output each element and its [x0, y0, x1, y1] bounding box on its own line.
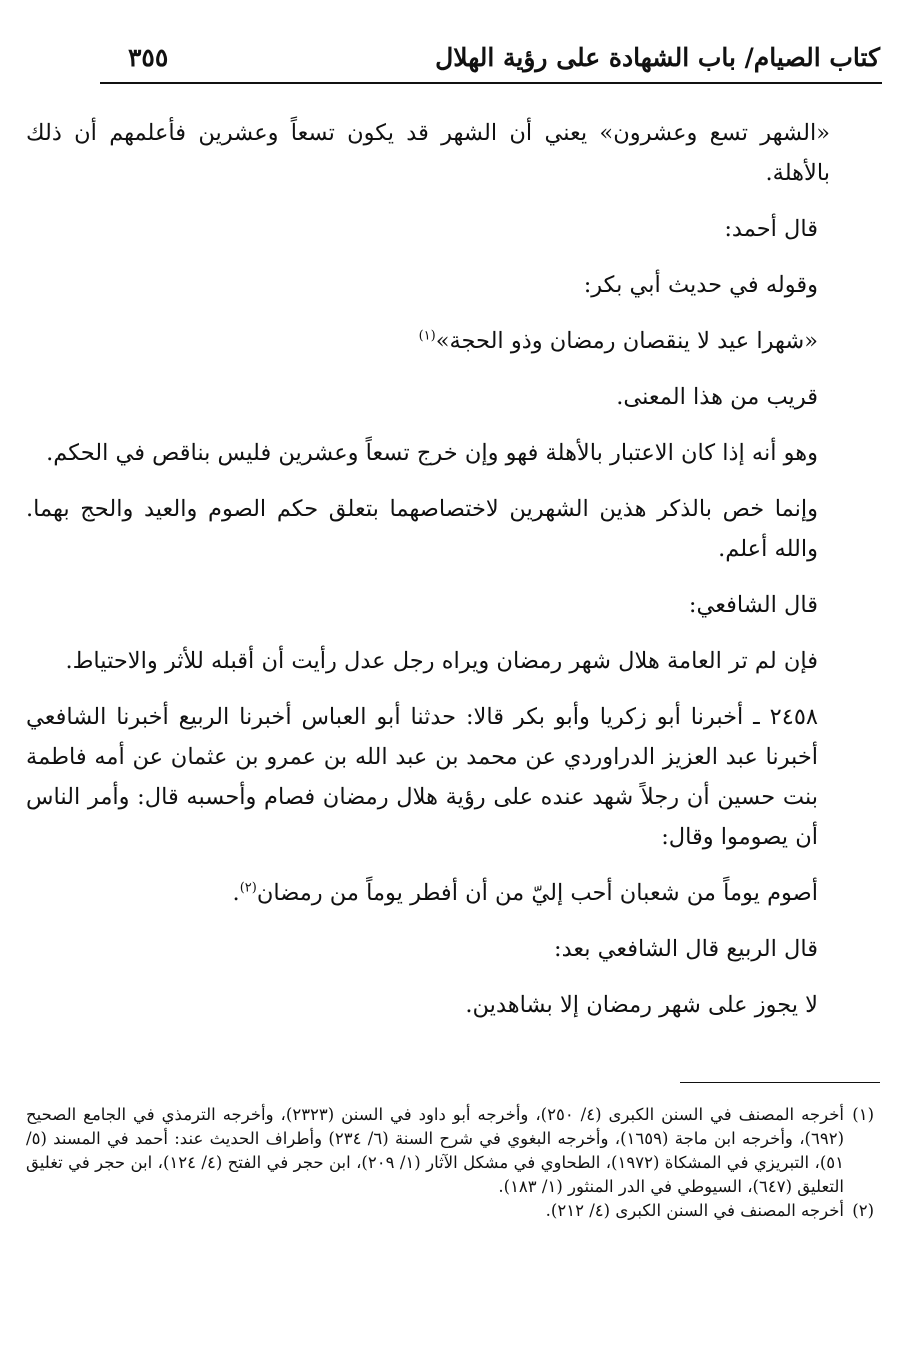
footnote-item — [26, 1199, 874, 1223]
paragraph-crescent-witness: فإن لم تر العامة هلال شهر رمضان ويراه رجل عدل رأيت أن أقبله للأثر والاحتياط. — [65, 648, 818, 674]
footnote-ref-1: (١) — [418, 328, 436, 344]
paragraph-ruling: وهو أنه إذا كان الاعتبار بالأهلة فهو وإن خرج تسعاً وعشرين فليس بناقص في الحكم. — [46, 440, 818, 466]
paragraph-hadith-quote: «شهرا عيد لا ينقصان رمضان وذو الحجة»$^{(١)}$ — [418, 328, 818, 354]
paragraph-fasting-quote: أصوم يوماً من شعبان أحب إليّ من أن أفطر يوماً من رمضان$^{(٢)}$. — [232, 880, 818, 906]
paragraph-rabi-said: قال الربيع قال الشافعي بعد: — [554, 936, 818, 962]
footnotes — [26, 1103, 874, 1223]
paragraph-similar-meaning: قريب من هذا المعنى. — [616, 384, 818, 410]
footnote-number: (٢) — [852, 1201, 874, 1220]
page-number: ٣٥٥ — [128, 43, 169, 72]
footnote-text: أخرجه المصنف في السنن الكبرى (٤/ ٢١٢). — [545, 1201, 844, 1220]
paragraph-abu-bakr-hadith: وقوله في حديث أبي بكر: — [583, 272, 818, 298]
main-text — [26, 113, 878, 1025]
header-divider — [100, 82, 882, 84]
paragraph-ahmad-said: قال أحمد: — [724, 216, 818, 242]
paragraph-hadith-2458: ٢٤٥٨ ـ أخبرنا أبو زكريا وأبو بكر قالا: حدثنا أبو العباس أخبرنا الربيع أخبرنا الشافعي أخبرنا عبد العزيز الدراوردي عن محمد بن عبد الله بن عمرو بن عثمان عن أمه فاطمة بنت حسين أن رجلاً شهد عنده على رؤية هلال رمضان فصام وأحسبه قال: وأمر الناس أن يصوموا وقال: — [26, 704, 818, 850]
running-header-title: كتاب الصيام/ باب الشهادة على رؤية الهلال — [435, 43, 880, 72]
footnote-item — [26, 1103, 874, 1199]
paragraph-two-witnesses: لا يجوز على شهر رمضان إلا بشاهدين. — [465, 992, 818, 1018]
footnote-divider — [680, 1082, 880, 1083]
paragraph-shafii-said: قال الشافعي: — [688, 592, 818, 618]
footnote-number: (١) — [852, 1105, 874, 1124]
paragraph-month-definition: «الشهر تسع وعشرون» يعني أن الشهر قد يكون تسعاً وعشرين فأعلمهم أن ذلك بالأهلة. — [26, 120, 830, 186]
footnote-ref-2: (٢) — [239, 880, 257, 896]
footnote-text: أخرجه المصنف في السنن الكبرى (٤/ ٢٥٠)، وأخرجه أبو داود في السنن (٢٣٢٣)، وأخرجه الترمذي في الجامع الصحيح (٦٩٢)، وأخرجه ابن ماجة (١٦٥٩)، وأخرجه البغوي في شرح السنة (٦/ ٢٣٤) وأطراف الحديث عند: أحمد في المسند (٥/ ٥١)، التبريزي في المشكاة (١٩٧٢)، الطحاوي في مشكل الآثار (١/ ٢٠٩)، ابن حجر في الفتح (٤/ ١٢٤)، ابن حجر في تغليق التعليق (٦٤٧)، السيوطي في الدر المنثور (١/ ١٨٣). — [26, 1105, 845, 1196]
paragraph-two-months: وإنما خص بالذكر هذين الشهرين لاختصاصهما بتعلق حكم الصوم والعيد والحج بهما. والله أعلم. — [26, 496, 818, 562]
